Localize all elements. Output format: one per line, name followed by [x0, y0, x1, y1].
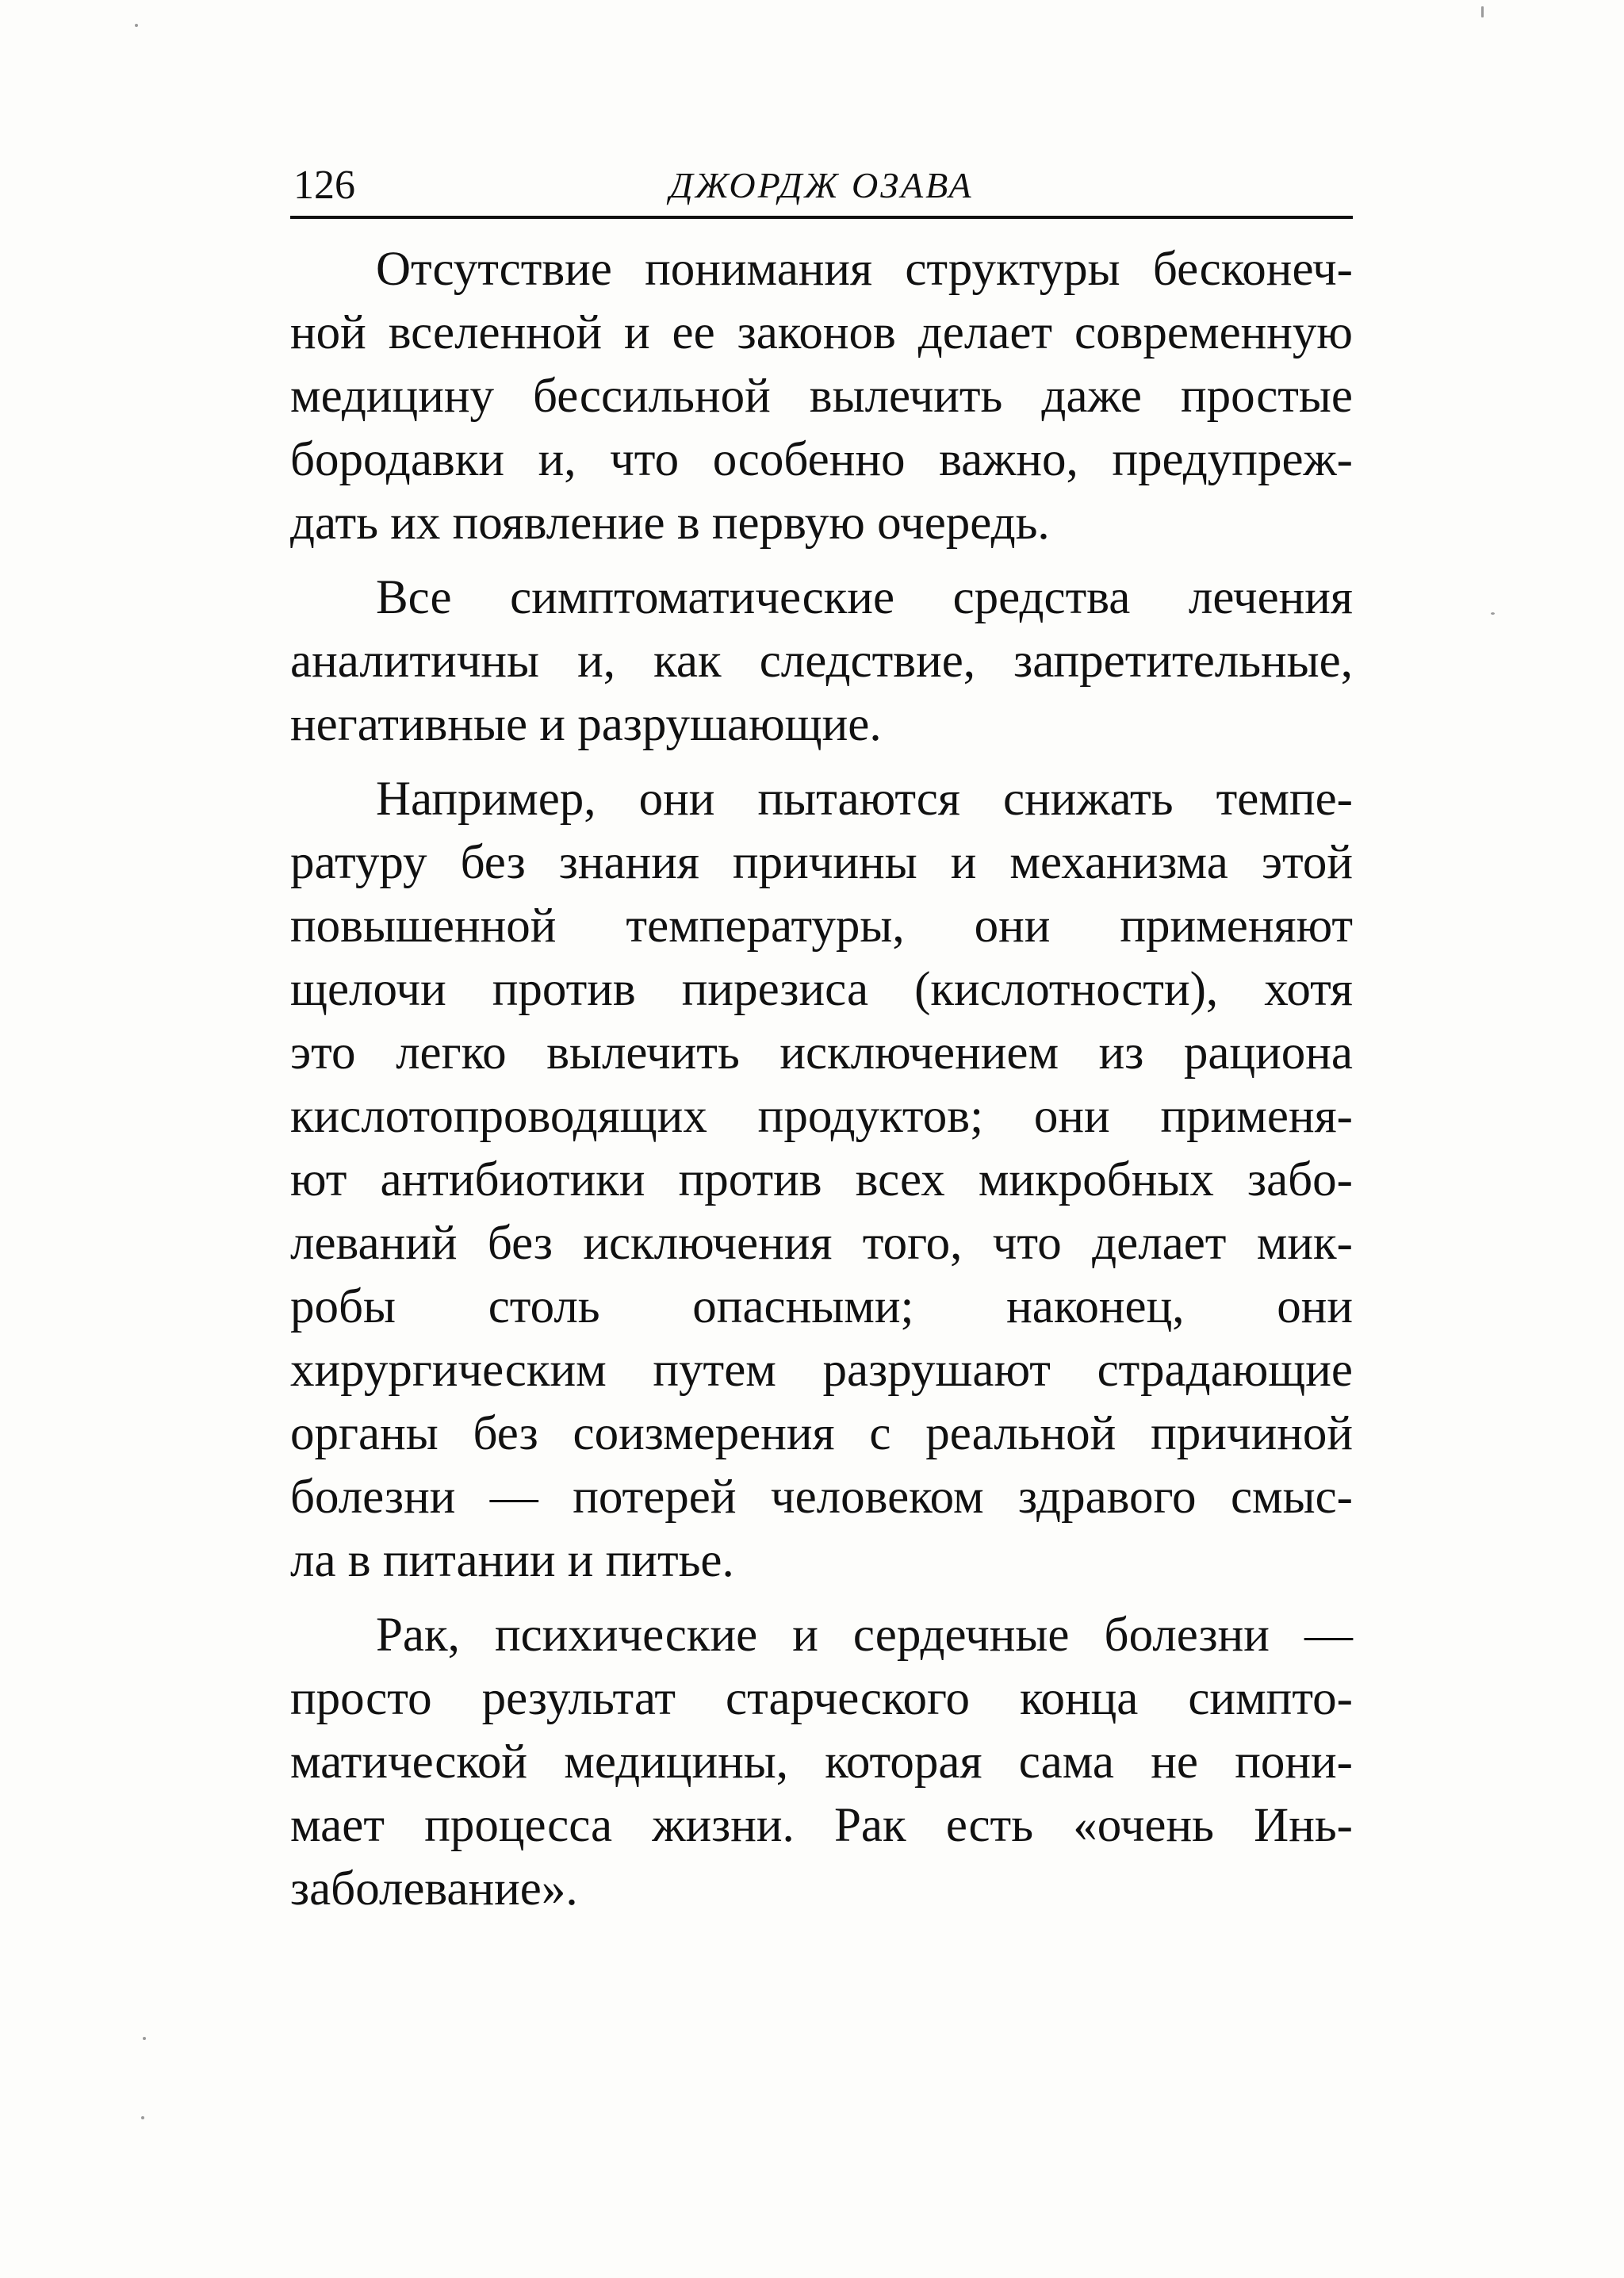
- running-head: [290, 155, 1353, 219]
- text-line: заболевание».: [290, 1862, 578, 1916]
- text-line: мает процесса жизни. Рак есть «очень Инь-: [290, 1799, 1353, 1852]
- paragraph-1: [290, 238, 1353, 555]
- text-line: Например, они пытаются снижать темпе-: [376, 773, 1353, 826]
- text-line: Рак, психические и сердечные болезни —: [376, 1609, 1353, 1662]
- paragraph-4: [290, 1604, 1353, 1921]
- scan-speck: [141, 2116, 144, 2119]
- text-line: болезни — потерей человеком здравого смыс-: [290, 1471, 1353, 1524]
- text-line: Все симптоматические средства лечения: [376, 571, 1353, 624]
- scan-speck: [143, 2037, 146, 2040]
- text-line: бородавки и, что особенно важно, предупреж-: [290, 433, 1353, 486]
- text-line: кислотопроводящих продуктов; они применя-: [290, 1090, 1353, 1143]
- text-line: хирургическим путем разрушают страдающие: [290, 1344, 1353, 1397]
- text-line: Отсутствие понимания структуры бесконеч-: [376, 243, 1353, 296]
- text-line: повышенной температуры, они применяют: [290, 899, 1353, 953]
- text-line: матической медицины, которая сама не пони-: [290, 1735, 1353, 1789]
- running-title: ДЖОРДЖ ОЗАВА: [669, 165, 974, 205]
- body-text: [290, 238, 1353, 1932]
- text-line: ной вселенной и ее законов делает современную: [290, 306, 1353, 359]
- text-line: просто результат старческого конца симпто-: [290, 1672, 1353, 1725]
- text-line: медицину бессильной вылечить даже простые: [290, 370, 1353, 423]
- scan-speck: [135, 24, 138, 27]
- text-line: негативные и разрушающие.: [290, 698, 882, 751]
- text-line: это легко вылечить исключением из рациона: [290, 1026, 1353, 1080]
- page-number: 126: [293, 163, 355, 208]
- text-line: робы столь опасными; наконец, они: [290, 1280, 1353, 1333]
- text-line: аналитичны и, как следствие, запретительные,: [290, 635, 1353, 688]
- scan-speck: [1491, 612, 1495, 615]
- text-line: щелочи против пирезиса (кислотности), хотя: [290, 963, 1353, 1016]
- text-line: ратуру без знания причины и механизма этой: [290, 836, 1353, 889]
- paragraph-2: [290, 566, 1353, 757]
- text-line: органы без соизмерения с реальной причиной: [290, 1407, 1353, 1460]
- text-line: ла в питании и питье.: [290, 1534, 734, 1587]
- text-line: дать их появление в первую очередь.: [290, 497, 1050, 550]
- paragraph-3: [290, 768, 1353, 1593]
- scan-speck: [1481, 6, 1484, 17]
- text-line: леваний без исключения того, что делает мик-: [290, 1217, 1353, 1270]
- text-line: ют антибиотики против всех микробных забо-: [290, 1153, 1353, 1206]
